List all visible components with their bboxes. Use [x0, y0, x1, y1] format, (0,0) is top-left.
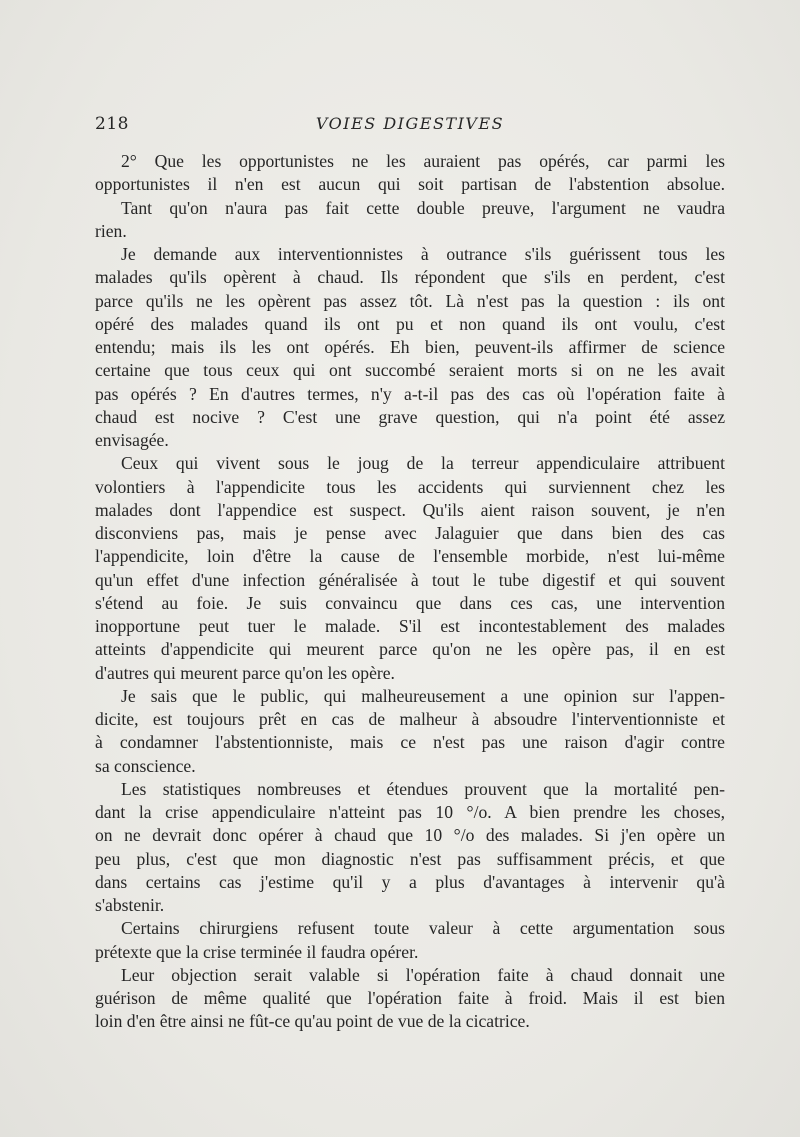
text-line: atteints d'appendicite qui meurent parce qu'on ne les opère pas, il en est — [95, 639, 725, 660]
text-line: parce qu'ils ne les opèrent pas assez tôt. Là n'est pas la question : ils ont — [95, 290, 725, 311]
running-title: VOIES DIGESTIVES — [315, 114, 505, 133]
text-line: pas opérés ? En d'autres termes, n'y a-t-il pas des cas où l'opération faite à — [95, 383, 725, 404]
text-line: Les statistiques nombreuses et étendues prouvent que la mortalité pen- — [121, 778, 725, 799]
body-text — [95, 150, 725, 1034]
text-line: Leur objection serait valable si l'opération faite à chaud donnait une — [121, 964, 725, 985]
text-line: à condamner l'abstentionniste, mais ce n'est pas une raison d'agir contre — [95, 732, 725, 753]
text-line: qu'un effet d'une infection généralisée à tout le tube digestif et qui souvent — [95, 569, 725, 590]
text-line: Je sais que le public, qui malheureusement a une opinion sur l'appen- — [121, 685, 725, 706]
text-line: inopportune peut tuer le malade. S'il est incontestablement des malades — [95, 616, 725, 636]
text-line: malades dont l'appendice est suspect. Qu'ils aient raison souvent, je n'en — [95, 499, 725, 520]
text-line: dicite, est toujours prêt en cas de malheur à absoudre l'interventionniste et — [95, 709, 725, 729]
text-line: loin d'en être ainsi ne fût-ce qu'au point de vue de la cicatrice. — [95, 1011, 530, 1032]
page-number: 218 — [95, 114, 129, 134]
text-line: chaud est nocive ? C'est une grave question, qui n'a point été assez — [95, 406, 725, 427]
text-line: prétexte que la crise terminée il faudra opérer. — [95, 941, 419, 962]
text-line: Ceux qui vivent sous le joug de la terreur appendiculaire attribuent — [121, 453, 725, 474]
text-line: malades qu'ils opèrent à chaud. Ils répondent que s'ils en perdent, c'est — [95, 267, 725, 288]
text-line: entendu; mais ils les ont opérés. Eh bien, peuvent-ils affirmer de science — [95, 337, 725, 357]
text-line: d'autres qui meurent parce qu'on les opère. — [95, 662, 395, 683]
text-line: on ne devrait donc opérer à chaud que 10 °/o des malades. Si j'en opère un — [95, 825, 725, 846]
text-line: peu plus, c'est que mon diagnostic n'est pas suffisamment précis, et que — [95, 848, 725, 869]
text-line: guérison de même qualité que l'opération faite à froid. Mais il est bien — [95, 988, 725, 1008]
text-line: Tant qu'on n'aura pas fait cette double preuve, l'argument ne vaudra — [121, 197, 725, 218]
text-line: volontiers à l'appendicite tous les accidents qui surviennent chez les — [95, 476, 725, 497]
page-header — [95, 114, 725, 138]
text-line: Certains chirurgiens refusent toute valeur à cette argumentation sous — [121, 918, 725, 939]
text-line: dans certains cas j'estime qu'il y a plus d'avantages à intervenir qu'à — [95, 871, 725, 892]
text-line: l'appendicite, loin d'être la cause de l'ensemble morbide, n'est lui-même — [95, 546, 725, 567]
text-line: opéré des malades quand ils ont pu et non quand ils ont voulu, c'est — [95, 313, 725, 334]
text-line: 2° Que les opportunistes ne les auraient pas opérés, car parmi les — [121, 151, 725, 171]
text-line: opportunistes il n'en est aucun qui soit partisan de l'abstention absolue. — [95, 174, 725, 195]
text-line: disconviens pas, mais je pense avec Jalaguier que dans bien des cas — [95, 523, 725, 543]
text-line: s'abstenir. — [95, 895, 165, 915]
text-line: Je demande aux interventionnistes à outrance s'ils guérissent tous les — [121, 244, 725, 264]
text-line: s'étend au foie. Je suis convaincu que dans ces cas, une intervention — [95, 592, 725, 613]
text-line: rien. — [95, 220, 127, 241]
text-line: sa conscience. — [95, 755, 196, 776]
text-line: certaine que tous ceux qui ont succombé seraient morts si on ne les avait — [95, 360, 725, 381]
text-line: dant la crise appendiculaire n'atteint pas 10 °/o. A bien prendre les choses, — [95, 802, 725, 822]
text-line: envisagée. — [95, 430, 169, 450]
